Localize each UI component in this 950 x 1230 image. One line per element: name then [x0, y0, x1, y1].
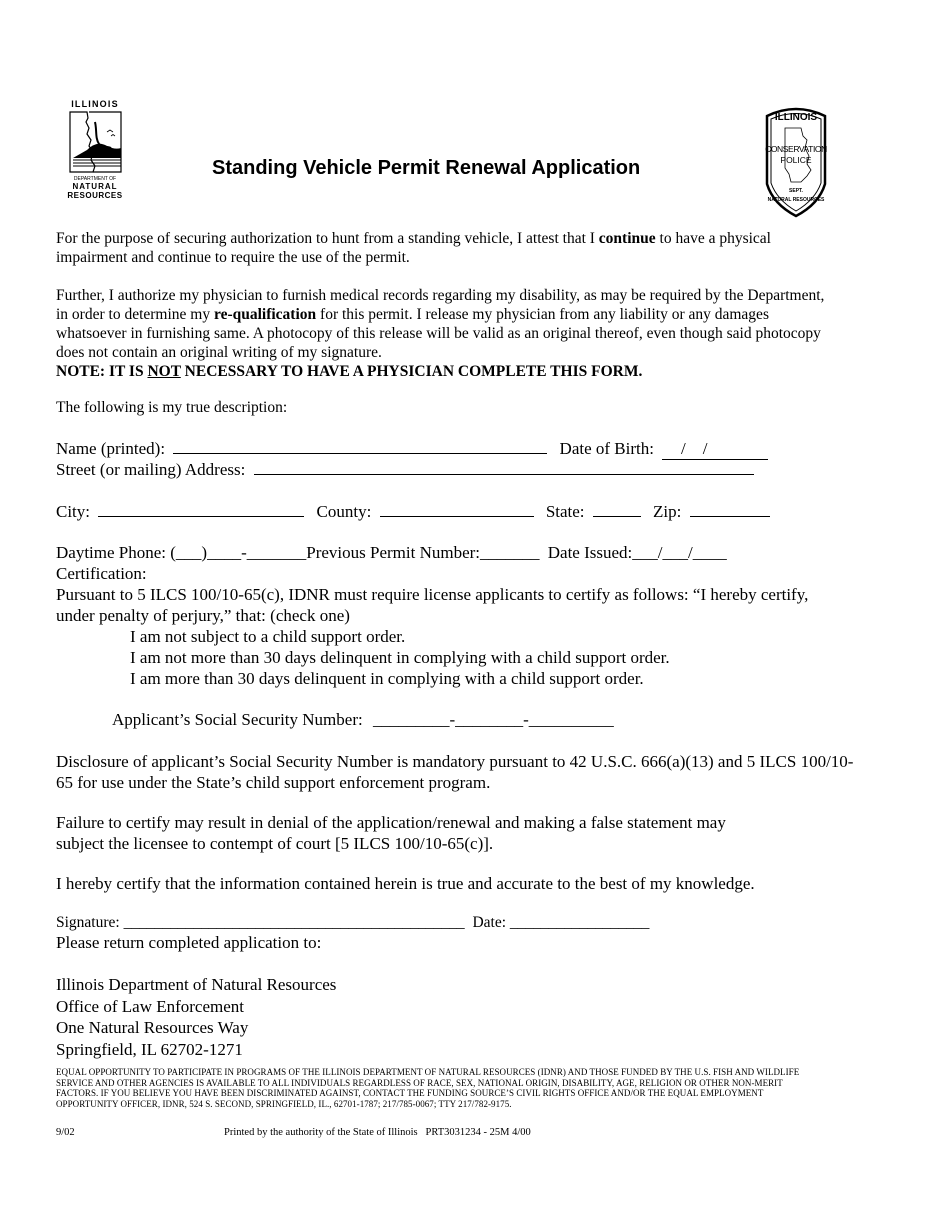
date-issued-input[interactable]: ___/___/____: [632, 543, 727, 562]
name-label: Name (printed):: [56, 439, 166, 458]
intro-p2-line2b: for this permit. I release my physician from any liability or any damages: [316, 306, 769, 323]
note-text-a: NOTE: IT IS: [56, 363, 148, 380]
ssn-row: [112, 709, 614, 730]
county-label: County:: [316, 502, 372, 521]
option-2-label: I am not more than 30 days delinquent in complying with a child support order.: [130, 648, 670, 667]
intro-p2-line4: does not contain an original writing of my signature.: [56, 344, 382, 361]
intro-p1-line2: impairment and continue to require the use of the permit.: [56, 249, 410, 266]
zip-label: Zip:: [653, 502, 682, 521]
prev-permit-input[interactable]: _______: [480, 543, 540, 562]
badge-line3: SEPT.: [789, 188, 803, 194]
intro-paragraph-1: [56, 229, 906, 267]
page-title: Standing Vehicle Permit Renewal Application: [212, 157, 641, 179]
badge-line2: POLICE: [780, 155, 812, 165]
certification-line2: under penalty of perjury,” that: (check one): [56, 606, 350, 625]
intro-p1-text-b: to have a physical: [655, 230, 771, 247]
footer-printed-by: Printed by the authority of the State of Illinois PRT3031234 - 25M 4/00: [224, 1127, 531, 1138]
intro-paragraph-2: [56, 286, 926, 381]
disclosure-paragraph: [56, 751, 936, 793]
phone-row: [56, 542, 727, 563]
return-instructions: Please return completed application to:: [56, 933, 322, 952]
street-label: Street (or mailing) Address:: [56, 460, 246, 479]
dob-input[interactable]: / /: [662, 438, 768, 460]
disclosure-line2: 65 for use under the State’s child support enforcement program.: [56, 773, 491, 792]
conservation-police-badge: [761, 106, 831, 218]
badge-bottom-text: NATURAL RESOURCES: [767, 197, 825, 203]
signature-date-input[interactable]: __________________: [509, 914, 650, 931]
phone-input[interactable]: ___)____-_______: [175, 543, 307, 562]
note-not: NOT: [147, 363, 181, 380]
description-heading: The following is my true description:: [56, 399, 288, 416]
idnr-logo-top-text: ILLINOIS: [71, 99, 119, 109]
badge-line1: CONSERVATION: [765, 144, 827, 154]
certification-line1: Pursuant to 5 ILCS 100/10-65(c), IDNR must require license applicants to certify as follows: “I hereby certify,: [56, 585, 809, 604]
option-1-label: I am not subject to a child support order.: [130, 627, 406, 646]
option-1[interactable]: [56, 626, 936, 647]
eo-line-4: OPPORTUNITY OFFICER, IDNR, 524 S. SECOND, SPRINGFIELD, IL., 62701-1787; 217/785-0067; TTY 217/782-9175.: [56, 1098, 512, 1109]
option-2[interactable]: [56, 647, 936, 668]
option-3-label: I am more than 30 days delinquent in complying with a child support order.: [130, 669, 644, 688]
ssn-label: Applicant’s Social Security Number:: [112, 710, 363, 729]
certification-section: [56, 563, 936, 689]
date-issued-label: Date Issued:: [547, 543, 633, 562]
return-address: [56, 974, 336, 1060]
intro-p1-bold: continue: [598, 230, 656, 247]
intro-p2-line1: Further, I authorize my physician to furnish medical records regarding my disability, as may be required by the Department,: [56, 287, 825, 304]
city-row: [56, 500, 770, 522]
equal-opportunity-notice: [56, 1067, 936, 1109]
physician-note: [56, 362, 926, 381]
phone-label: Daytime Phone: (: [56, 543, 176, 562]
idnr-logo: [66, 99, 124, 207]
signature-row: [56, 913, 649, 932]
signature-date-label: Date:: [472, 914, 507, 931]
name-row: [56, 437, 768, 460]
option-3[interactable]: [56, 668, 936, 689]
eo-line-2: SERVICE AND OTHER AGENCIES IS AVAILABLE TO ALL INDIVIDUALS REGARDLESS OF RACE, SEX, NATIONAL ORIGIN, DISABILITY, AGE, RELIGION OR OTHER NON-MERIT: [56, 1077, 783, 1088]
badge-top-text: ILLINOIS: [774, 112, 818, 123]
zip-input[interactable]: [690, 500, 770, 517]
intro-p2-line2a: in order to determine my: [56, 306, 214, 323]
street-input[interactable]: [254, 458, 754, 475]
city-input[interactable]: [98, 500, 304, 517]
certification-heading: Certification:: [56, 564, 147, 583]
failure-paragraph: [56, 812, 936, 854]
county-input[interactable]: [380, 500, 534, 517]
intro-p1-text-a: For the purpose of securing authorization to hunt from a standing vehicle, I attest that I: [56, 230, 599, 247]
eo-line-3: FACTORS. IF YOU BELIEVE YOU HAVE BEEN DISCRIMINATED AGAINST, CONTACT THE FUNDING SOURCE’S CIVIL RIGHTS OFFICE AND/OR THE EQUAL EMPLOYMENT: [56, 1088, 764, 1098]
idnr-logo-line1: DEPARTMENT OF: [73, 176, 117, 182]
address-line-3: One Natural Resources Way: [56, 1018, 249, 1037]
ssn-input[interactable]: _________-________-__________: [372, 710, 614, 729]
address-line-2: Office of Law Enforcement: [56, 996, 245, 1016]
certify-statement: I hereby certify that the information contained herein is true and accurate to the best of my knowledge.: [56, 874, 755, 893]
address-line-1: Illinois Department of Natural Resources: [56, 975, 337, 994]
city-label: City:: [56, 502, 91, 521]
note-text-b: NECESSARY TO HAVE A PHYSICIAN COMPLETE THIS FORM.: [180, 363, 643, 380]
eo-line-1: EQUAL OPPORTUNITY TO PARTICIPATE IN PROGRAMS OF THE ILLINOIS DEPARTMENT OF NATURAL RESOURCES (IDNR) AND THOSE FUNDED BY THE U.S. FISH AND WILDLIFE: [56, 1067, 800, 1077]
intro-p2-bold: re-qualification: [213, 306, 317, 323]
name-input[interactable]: [173, 437, 547, 454]
idnr-landscape-icon: [67, 110, 123, 174]
signature-label: Signature:: [56, 914, 120, 931]
signature-input[interactable]: ____________________________________________: [123, 914, 465, 931]
failure-line1: Failure to certify may result in denial of the application/renewal and making a false statement may: [56, 813, 726, 832]
disclosure-line1: Disclosure of applicant’s Social Security Number is mandatory pursuant to 42 U.S.C. 666(a)(13) and 5 ILCS 100/10-: [56, 752, 854, 771]
address-line-4: Springfield, IL 62702-1271: [56, 1039, 243, 1059]
dob-label: Date of Birth:: [559, 439, 654, 458]
failure-line2: subject the licensee to contempt of court [5 ILCS 100/10-65(c)].: [56, 834, 494, 853]
state-input[interactable]: [593, 500, 641, 517]
intro-p2-line3: whatsoever in furnishing same. A photocopy of this release will be valid as an original thereof, even though said photocopy: [56, 325, 821, 342]
street-row: [56, 458, 754, 480]
idnr-logo-line2: NATURAL: [72, 182, 118, 191]
prev-permit-label: Previous Permit Number:: [306, 543, 481, 562]
idnr-logo-line3: RESOURCES: [67, 191, 123, 200]
footer-date-code: 9/02: [56, 1127, 75, 1138]
state-label: State:: [545, 502, 585, 521]
